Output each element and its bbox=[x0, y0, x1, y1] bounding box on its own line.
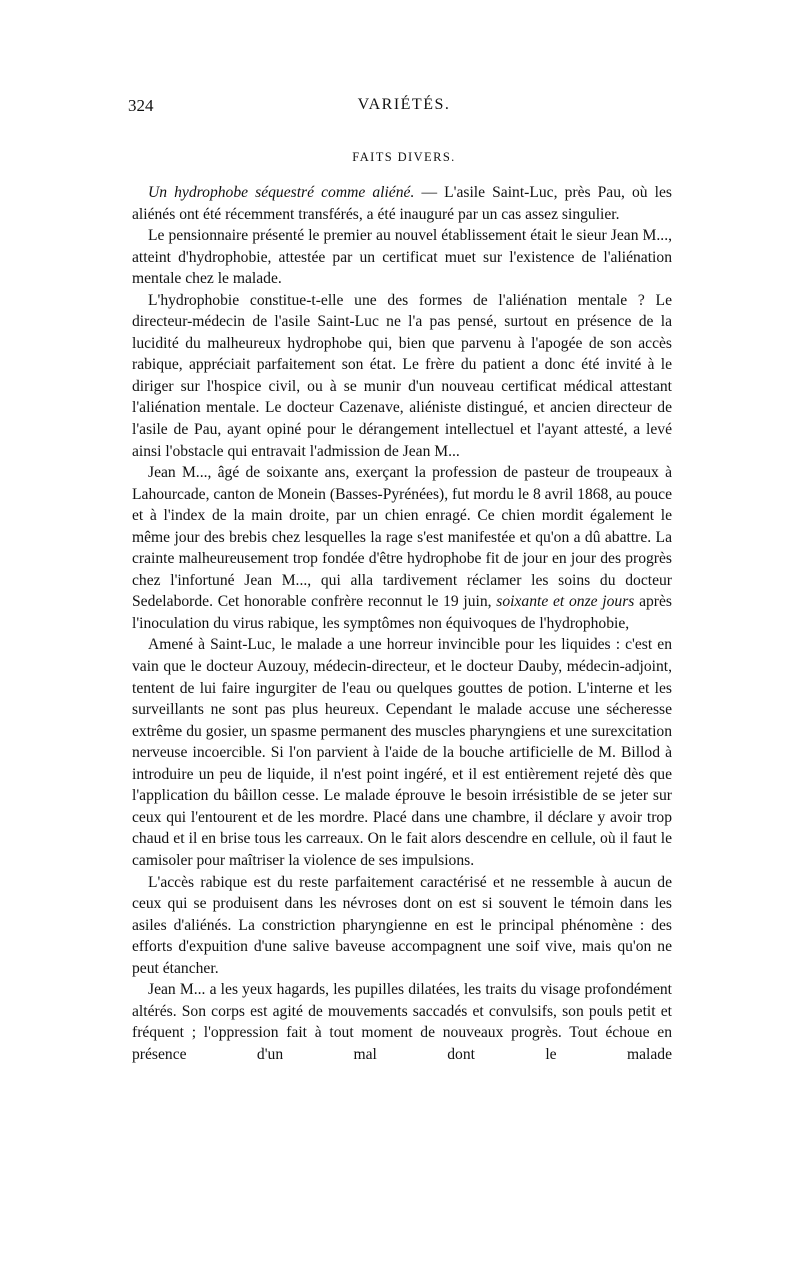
running-title: VARIÉTÉS. bbox=[357, 96, 451, 113]
paragraph-2: Le pensionnaire présenté le premier au nouvel établissement était le sieur Jean M..., atteint d'hydrophobie, attestée par un certificat muet sur l'existence de l'aliénation mentale chez le malade. bbox=[132, 227, 672, 288]
paragraph-6: L'accès rabique est du reste parfaitement caractérisé et ne ressemble à aucun de ceux qui se produisent dans les névroses dont on est si souvent le témoin dans les asiles d'aliénés. La constriction pharyngienne en est le principal phénomène : des efforts d'expuition d'une salive baveuse accompagnent une soif vive, mais qu'on ne peut étancher. bbox=[132, 873, 672, 977]
paragraph-1-text: — L'asile Saint-Luc, près Pau, où les aliénés ont été récemment transférés, a été inauguré par un cas assez singulier. bbox=[132, 184, 673, 223]
paragraph-7: Jean M... a les yeux hagards, les pupilles dilatées, les traits du visage profondément altérés. Son corps est agité de mouvements saccadés et convulsifs, son pouls petit et fréquent ; l'oppression fait à tout moment de nouveaux progrès. Tout échoue en présence d'un mal dont le malade bbox=[132, 981, 672, 1063]
paragraph-4-emphasis: soixante et onze jours bbox=[496, 593, 635, 611]
section-heading: FAITS DIVERS. bbox=[352, 150, 456, 164]
paragraph-5: Amené à Saint-Luc, le malade a une horreur invincible pour les liquides : c'est en vain que le docteur Auzouy, médecin-directeur, et le docteur Dauby, médecin-adjoint, tentent de lui faire ingurgiter de l'eau ou quelques gouttes de potion. L'interne et les surveillants ne sont pas plus heureux. Cependant le malade accuse une sécheresse extrême du gosier, un spasme permanent des muscles pharyngiens et une surexcitation nerveuse incoercible. Si l'on parvient à l'aide de la bouche artificielle de M. Billod à introduire un peu de liquide, il n'est point ingéré, et il est entièrement rejeté dès que l'application du bâillon cesse. Le malade éprouve le besoin irrésistible de se jeter sur ceux qui l'entourent et de les mordre. Placé dans une chambre, il déclare y avoir trop chaud et il en brise tous les carreaux. On le fait alors descendre en cellule, où il faut le camisoler pour maîtriser la violence de ses impulsions. bbox=[132, 636, 672, 869]
paragraph-4-text-a: Jean M..., âgé de soixante ans, exerçant la profession de pasteur de troupeaux à Lahourcade, canton de Monein (Basses-Pyrénées), fut mordu le 8 avril 1868, au pouce et à l'index de la main droite, par un chien enragé. Ce chien mordit également le même jour des brebis chez lesquelles la rage s'est manifestée et qu'on a dû abattre. La crainte malheureusement trop fondée d'être hydrophobe fit de jour en jour des progrès chez l'infortuné Jean M..., qui alla tardivement réclamer les soins du docteur Sedelaborde. Cet honorable confrère reconnut le 19 juin, bbox=[132, 464, 672, 611]
paragraph-1 bbox=[132, 182, 672, 225]
paragraph-4 bbox=[132, 462, 672, 634]
article-body bbox=[132, 182, 672, 1065]
article-title: Un hydrophobe séquestré comme aliéné. bbox=[148, 184, 415, 201]
paragraph-4-text-b: après l'inoculation du virus rabique, les symptômes non équivoques de l'hydrophobie, bbox=[132, 593, 672, 632]
paragraph-3: L'hydrophobie constitue-t-elle une des formes de l'aliénation mentale ? Le directeur-médecin de l'asile Saint-Luc ne l'a pas pensé, surtout en présence de la lucidité du malheureux hydrophobe qui, bien que parvenu à l'apogée de son accès rabique, appréciait parfaitement son état. Le frère du patient a donc été invité à le diriger sur l'hospice civil, ou à se munir d'un nouveau certificat médical attestant l'aliénation mentale. Le docteur Cazenave, aliéniste distingué, et ancien directeur de l'asile de Pau, ayant opiné pour le dérangement intellectuel et l'ayant attesté, a levé ainsi l'obstacle qui entravait l'admission de Jean M... bbox=[132, 291, 672, 460]
page-number: 324 bbox=[128, 96, 154, 115]
running-head bbox=[128, 96, 680, 120]
